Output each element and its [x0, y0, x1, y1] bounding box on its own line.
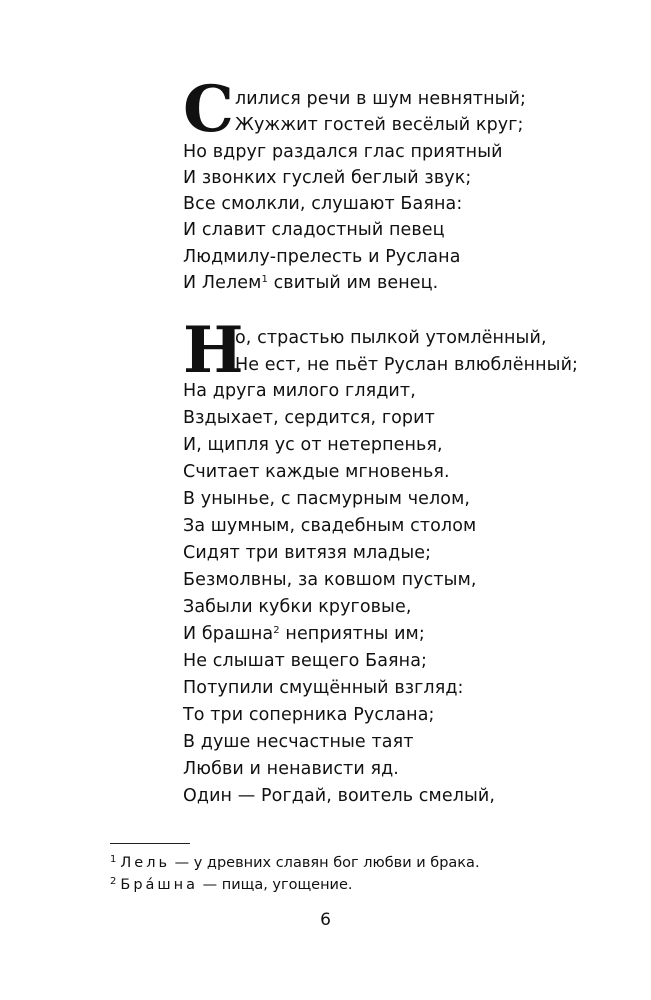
footnote-number: 1 — [110, 854, 117, 865]
poem-line: В унынье, с пасмурным челом, — [183, 489, 471, 509]
poem-line: Один — Рогдай, воитель смелый, — [183, 786, 496, 806]
poem-line: Не ест, не пьёт Руслан влюблённый; — [235, 355, 579, 375]
poem-line: Жужжит гостей весёлый круг; — [235, 115, 524, 135]
drop-cap: С — [183, 72, 234, 147]
poem-line: То три соперника Руслана; — [183, 705, 435, 725]
poem-line: о, страстью пылкой утомлённый, — [235, 328, 547, 348]
poem-line: На друга милого глядит, — [183, 381, 416, 401]
poem-line: И звонких гуслей беглый звук; — [183, 168, 472, 188]
footnote-1 — [110, 850, 480, 873]
footnote-ref-1[interactable]: 1 — [261, 274, 268, 285]
footnote-divider — [110, 843, 190, 844]
drop-cap: Н — [183, 313, 244, 388]
poem-line: Вздыхает, сердится, горит — [183, 408, 435, 428]
poem-line: За шумным, свадебным столом — [183, 516, 477, 536]
poem-line: Людмилу-прелесть и Руслана — [183, 247, 461, 267]
poem-line: Потупили смущённый взгляд: — [183, 678, 464, 698]
poem-line — [183, 272, 438, 294]
page-number: 6 — [320, 910, 331, 930]
footnote-text: — у древних славян бог любви и брака. — [170, 855, 480, 871]
poem-line-text: неприятны им; — [279, 624, 425, 644]
footnote-term: Лель — [120, 855, 171, 871]
poem-line: Сидят три витязя младые; — [183, 543, 432, 563]
poem-line: Но вдруг раздался глас приятный — [183, 142, 503, 162]
poem-line-text: свитый им венец. — [267, 273, 439, 293]
footnote-ref-2[interactable]: 2 — [273, 625, 280, 636]
footnote-2 — [110, 872, 353, 895]
poem-line-text: И брашна — [183, 624, 274, 644]
poem-line: Не слышат вещего Баяна; — [183, 651, 428, 671]
poem-line — [183, 623, 425, 645]
poem-line-text: И Лелем — [183, 273, 262, 293]
footnote-term: Бра́шна — [120, 877, 199, 893]
poem-line: И, щипля ус от нетерпенья, — [183, 435, 443, 455]
poem-line: Все смолкли, слушают Баяна: — [183, 194, 463, 214]
poem-line: лилися речи в шум невнятный; — [235, 89, 527, 109]
footnote-text: — пища, угощение. — [198, 877, 353, 893]
poem-line: В душе несчастные таят — [183, 732, 414, 752]
poem-line: Считает каждые мгновенья. — [183, 462, 450, 482]
poem-line: Безмолвны, за ковшом пустым, — [183, 570, 477, 590]
poem-line: Забыли кубки круговые, — [183, 597, 412, 617]
footnote-number: 2 — [110, 876, 117, 887]
poem-line: И славит сладостный певец — [183, 220, 445, 240]
poem-line: Любви и ненависти яд. — [183, 759, 399, 779]
